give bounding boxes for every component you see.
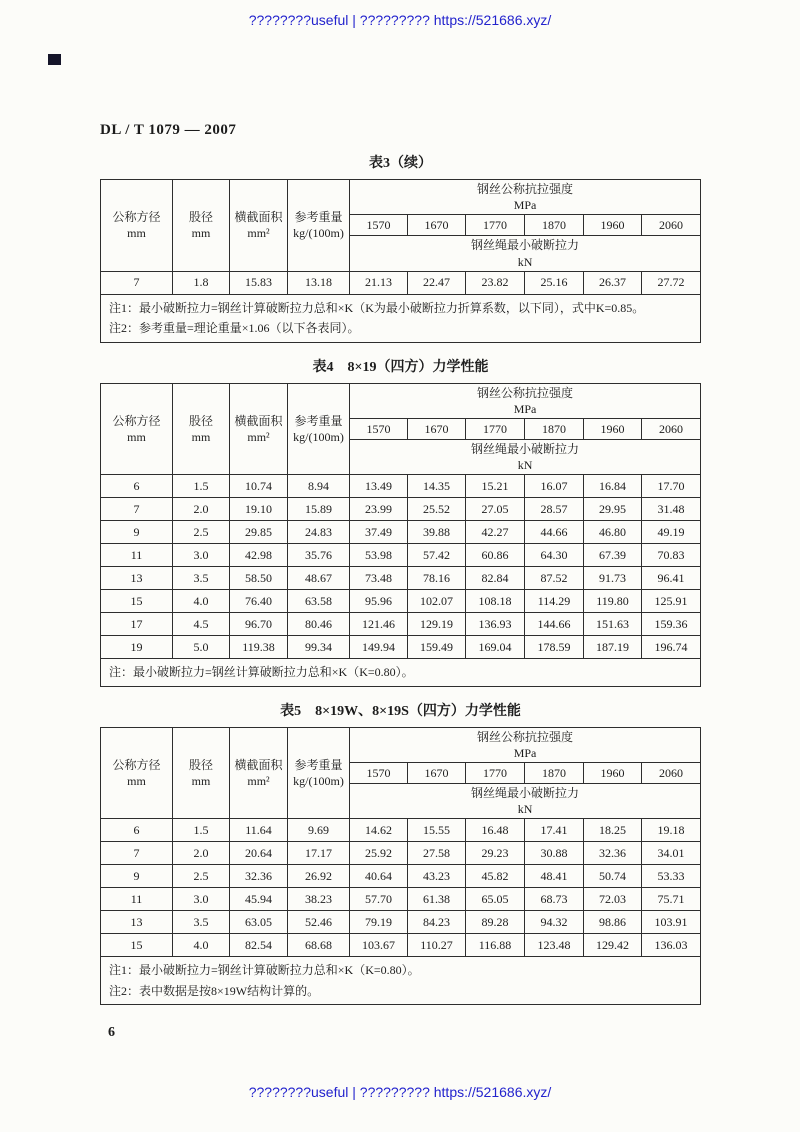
header-strength-grade: 1870 bbox=[525, 418, 584, 439]
data-cell: 53.98 bbox=[350, 544, 408, 567]
table-row bbox=[101, 544, 701, 567]
data-cell: 42.98 bbox=[230, 544, 288, 567]
header-strength-grade: 1870 bbox=[525, 763, 584, 784]
data-cell: 169.04 bbox=[466, 636, 525, 659]
data-cell: 67.39 bbox=[584, 544, 642, 567]
data-cell: 43.23 bbox=[408, 865, 466, 888]
header-reference-weight: 参考重量 kg/(100m) bbox=[288, 727, 350, 819]
data-cell: 149.94 bbox=[350, 636, 408, 659]
data-cell: 65.05 bbox=[466, 888, 525, 911]
header-reference-weight: 参考重量 kg/(100m) bbox=[288, 383, 350, 475]
data-cell: 187.19 bbox=[584, 636, 642, 659]
table5-8x19w-8x19s-mechanical-properties bbox=[100, 727, 701, 1006]
data-cell: 19 bbox=[101, 636, 173, 659]
corner-mark bbox=[48, 54, 61, 65]
data-cell: 6 bbox=[101, 819, 173, 842]
data-cell: 29.95 bbox=[584, 498, 642, 521]
data-cell: 17 bbox=[101, 613, 173, 636]
data-cell: 30.88 bbox=[525, 842, 584, 865]
data-cell: 79.19 bbox=[350, 911, 408, 934]
data-cell: 102.07 bbox=[408, 590, 466, 613]
data-cell: 27.72 bbox=[642, 271, 701, 294]
data-cell: 98.86 bbox=[584, 911, 642, 934]
data-cell: 63.58 bbox=[288, 590, 350, 613]
table-notes: 注1：最小破断拉力=钢丝计算破断拉力总和×K（K为最小破断拉力折算系数，以下同），式中K=0.85。 注2：参考重量=理论重量×1.06（以下各表同）。 bbox=[101, 294, 701, 342]
data-cell: 103.91 bbox=[642, 911, 701, 934]
data-cell: 89.28 bbox=[466, 911, 525, 934]
table-row bbox=[101, 521, 701, 544]
data-cell: 3.5 bbox=[173, 911, 230, 934]
data-cell: 49.19 bbox=[642, 521, 701, 544]
header-min-breaking-force: 钢丝绳最小破断拉力 kN bbox=[350, 439, 701, 474]
table-row bbox=[101, 590, 701, 613]
data-cell: 26.37 bbox=[584, 271, 642, 294]
data-cell: 84.23 bbox=[408, 911, 466, 934]
data-cell: 11.64 bbox=[230, 819, 288, 842]
data-cell: 73.48 bbox=[350, 567, 408, 590]
data-cell: 13.49 bbox=[350, 475, 408, 498]
data-cell: 17.70 bbox=[642, 475, 701, 498]
data-cell: 28.57 bbox=[525, 498, 584, 521]
data-cell: 80.46 bbox=[288, 613, 350, 636]
notes-row bbox=[101, 659, 701, 686]
data-cell: 58.50 bbox=[230, 567, 288, 590]
data-cell: 57.70 bbox=[350, 888, 408, 911]
table-notes: 注1：最小破断拉力=钢丝计算破断拉力总和×K（K=0.80）。 注2：表中数据是按8×19W结构计算的。 bbox=[101, 957, 701, 1005]
data-cell: 108.18 bbox=[466, 590, 525, 613]
data-cell: 91.73 bbox=[584, 567, 642, 590]
data-cell: 11 bbox=[101, 888, 173, 911]
data-cell: 15.89 bbox=[288, 498, 350, 521]
data-cell: 19.18 bbox=[642, 819, 701, 842]
data-cell: 3.5 bbox=[173, 567, 230, 590]
data-cell: 18.25 bbox=[584, 819, 642, 842]
header-strength-grade: 1570 bbox=[350, 763, 408, 784]
data-cell: 45.82 bbox=[466, 865, 525, 888]
data-cell: 2.5 bbox=[173, 521, 230, 544]
header-strength-grade: 2060 bbox=[642, 418, 701, 439]
data-cell: 9.69 bbox=[288, 819, 350, 842]
table-row bbox=[101, 498, 701, 521]
data-cell: 38.23 bbox=[288, 888, 350, 911]
data-cell: 110.27 bbox=[408, 934, 466, 957]
data-cell: 13 bbox=[101, 911, 173, 934]
data-cell: 25.92 bbox=[350, 842, 408, 865]
data-cell: 151.63 bbox=[584, 613, 642, 636]
data-cell: 46.80 bbox=[584, 521, 642, 544]
notes-row bbox=[101, 957, 701, 1005]
data-cell: 23.99 bbox=[350, 498, 408, 521]
data-cell: 26.92 bbox=[288, 865, 350, 888]
header-nominal-tensile-strength: 钢丝公称抗拉强度 MPa bbox=[350, 383, 701, 418]
header-nominal-diameter: 公称方径 mm bbox=[101, 727, 173, 819]
data-cell: 63.05 bbox=[230, 911, 288, 934]
header-nominal-diameter: 公称方径 mm bbox=[101, 180, 173, 272]
data-cell: 3.0 bbox=[173, 544, 230, 567]
data-cell: 119.80 bbox=[584, 590, 642, 613]
data-cell: 39.88 bbox=[408, 521, 466, 544]
data-cell: 50.74 bbox=[584, 865, 642, 888]
table-row bbox=[101, 865, 701, 888]
document-page bbox=[100, 122, 701, 1041]
table3-title: 表3（续） bbox=[369, 156, 432, 171]
data-cell: 31.48 bbox=[642, 498, 701, 521]
data-cell: 10.74 bbox=[230, 475, 288, 498]
data-cell: 94.32 bbox=[525, 911, 584, 934]
header-strength-grade: 1670 bbox=[408, 215, 466, 236]
table-row bbox=[101, 888, 701, 911]
data-cell: 78.16 bbox=[408, 567, 466, 590]
page-number: 6 bbox=[108, 1025, 115, 1041]
data-cell: 7 bbox=[101, 842, 173, 865]
header-strength-grade: 1770 bbox=[466, 418, 525, 439]
header-min-breaking-force: 钢丝绳最小破断拉力 kN bbox=[350, 236, 701, 271]
table4-8x19-mechanical-properties bbox=[100, 383, 701, 687]
data-cell: 16.07 bbox=[525, 475, 584, 498]
data-cell: 60.86 bbox=[466, 544, 525, 567]
header-strand-diameter: 股径 mm bbox=[173, 727, 230, 819]
data-cell: 40.64 bbox=[350, 865, 408, 888]
data-cell: 82.84 bbox=[466, 567, 525, 590]
table-row bbox=[101, 819, 701, 842]
data-cell: 48.41 bbox=[525, 865, 584, 888]
data-cell: 15.55 bbox=[408, 819, 466, 842]
data-cell: 21.13 bbox=[350, 271, 408, 294]
data-cell: 95.96 bbox=[350, 590, 408, 613]
data-cell: 52.46 bbox=[288, 911, 350, 934]
data-cell: 22.47 bbox=[408, 271, 466, 294]
table-row bbox=[101, 271, 701, 294]
data-cell: 87.52 bbox=[525, 567, 584, 590]
data-cell: 4.0 bbox=[173, 934, 230, 957]
header-strength-grade: 1960 bbox=[584, 418, 642, 439]
header-strength-grade: 1870 bbox=[525, 215, 584, 236]
watermark-bottom-link[interactable]: ????????useful | ????????? https://521686.xyz/ bbox=[248, 1084, 552, 1100]
watermark-top-link[interactable]: ????????useful | ????????? https://521686.xyz/ bbox=[248, 12, 552, 28]
data-cell: 35.76 bbox=[288, 544, 350, 567]
table-row bbox=[101, 911, 701, 934]
data-cell: 68.73 bbox=[525, 888, 584, 911]
header-strand-diameter: 股径 mm bbox=[173, 383, 230, 475]
data-cell: 96.70 bbox=[230, 613, 288, 636]
data-cell: 15.83 bbox=[230, 271, 288, 294]
table3-wire-rope-continued bbox=[100, 179, 701, 343]
data-cell: 13 bbox=[101, 567, 173, 590]
header-nominal-diameter: 公称方径 mm bbox=[101, 383, 173, 475]
data-cell: 4.0 bbox=[173, 590, 230, 613]
data-cell: 116.88 bbox=[466, 934, 525, 957]
data-cell: 76.40 bbox=[230, 590, 288, 613]
data-cell: 64.30 bbox=[525, 544, 584, 567]
table4-title: 表4 8×19（四方）力学性能 bbox=[312, 359, 489, 375]
data-cell: 29.23 bbox=[466, 842, 525, 865]
data-cell: 32.36 bbox=[584, 842, 642, 865]
data-cell: 1.5 bbox=[173, 819, 230, 842]
data-cell: 48.67 bbox=[288, 567, 350, 590]
data-cell: 70.83 bbox=[642, 544, 701, 567]
data-cell: 11 bbox=[101, 544, 173, 567]
data-cell: 7 bbox=[101, 498, 173, 521]
data-cell: 42.27 bbox=[466, 521, 525, 544]
table-row bbox=[101, 475, 701, 498]
data-cell: 13.18 bbox=[288, 271, 350, 294]
data-cell: 136.93 bbox=[466, 613, 525, 636]
data-cell: 15.21 bbox=[466, 475, 525, 498]
data-cell: 68.68 bbox=[288, 934, 350, 957]
header-cross-section-area: 横截面积 mm² bbox=[230, 727, 288, 819]
header-strength-grade: 1960 bbox=[584, 763, 642, 784]
data-cell: 15 bbox=[101, 590, 173, 613]
header-strength-grade: 1670 bbox=[408, 763, 466, 784]
data-cell: 53.33 bbox=[642, 865, 701, 888]
standard-number: DL / T 1079 — 2007 bbox=[100, 122, 237, 138]
header-strength-grade: 2060 bbox=[642, 763, 701, 784]
data-cell: 34.01 bbox=[642, 842, 701, 865]
data-cell: 103.67 bbox=[350, 934, 408, 957]
table-row bbox=[101, 934, 701, 957]
data-cell: 32.36 bbox=[230, 865, 288, 888]
header-nominal-tensile-strength: 钢丝公称抗拉强度 MPa bbox=[350, 727, 701, 762]
data-cell: 129.42 bbox=[584, 934, 642, 957]
notes-row bbox=[101, 294, 701, 342]
data-cell: 6 bbox=[101, 475, 173, 498]
data-cell: 72.03 bbox=[584, 888, 642, 911]
data-cell: 25.16 bbox=[525, 271, 584, 294]
data-cell: 14.35 bbox=[408, 475, 466, 498]
data-cell: 159.36 bbox=[642, 613, 701, 636]
data-cell: 9 bbox=[101, 521, 173, 544]
data-cell: 82.54 bbox=[230, 934, 288, 957]
header-strand-diameter: 股径 mm bbox=[173, 180, 230, 272]
data-cell: 16.48 bbox=[466, 819, 525, 842]
data-cell: 14.62 bbox=[350, 819, 408, 842]
data-cell: 159.49 bbox=[408, 636, 466, 659]
header-strength-grade: 1670 bbox=[408, 418, 466, 439]
data-cell: 29.85 bbox=[230, 521, 288, 544]
data-cell: 9 bbox=[101, 865, 173, 888]
data-cell: 123.48 bbox=[525, 934, 584, 957]
header-reference-weight: 参考重量 kg/(100m) bbox=[288, 180, 350, 272]
table5-title: 表5 8×19W、8×19S（四方）力学性能 bbox=[280, 703, 521, 719]
data-cell: 121.46 bbox=[350, 613, 408, 636]
data-cell: 4.5 bbox=[173, 613, 230, 636]
data-cell: 1.8 bbox=[173, 271, 230, 294]
data-cell: 2.0 bbox=[173, 842, 230, 865]
data-cell: 15 bbox=[101, 934, 173, 957]
data-cell: 8.94 bbox=[288, 475, 350, 498]
data-cell: 37.49 bbox=[350, 521, 408, 544]
table-row bbox=[101, 613, 701, 636]
data-cell: 57.42 bbox=[408, 544, 466, 567]
header-min-breaking-force: 钢丝绳最小破断拉力 kN bbox=[350, 784, 701, 819]
header-strength-grade: 1570 bbox=[350, 418, 408, 439]
data-cell: 5.0 bbox=[173, 636, 230, 659]
data-cell: 119.38 bbox=[230, 636, 288, 659]
data-cell: 25.52 bbox=[408, 498, 466, 521]
data-cell: 17.17 bbox=[288, 842, 350, 865]
data-cell: 45.94 bbox=[230, 888, 288, 911]
data-cell: 44.66 bbox=[525, 521, 584, 544]
data-cell: 196.74 bbox=[642, 636, 701, 659]
data-cell: 61.38 bbox=[408, 888, 466, 911]
table-notes: 注：最小破断拉力=钢丝计算破断拉力总和×K（K=0.80）。 bbox=[101, 659, 701, 686]
data-cell: 16.84 bbox=[584, 475, 642, 498]
header-strength-grade: 1570 bbox=[350, 215, 408, 236]
data-cell: 17.41 bbox=[525, 819, 584, 842]
data-cell: 2.5 bbox=[173, 865, 230, 888]
data-cell: 144.66 bbox=[525, 613, 584, 636]
header-cross-section-area: 横截面积 mm² bbox=[230, 180, 288, 272]
data-cell: 129.19 bbox=[408, 613, 466, 636]
data-cell: 2.0 bbox=[173, 498, 230, 521]
table-row bbox=[101, 567, 701, 590]
data-cell: 136.03 bbox=[642, 934, 701, 957]
data-cell: 114.29 bbox=[525, 590, 584, 613]
data-cell: 3.0 bbox=[173, 888, 230, 911]
data-cell: 24.83 bbox=[288, 521, 350, 544]
data-cell: 1.5 bbox=[173, 475, 230, 498]
data-cell: 178.59 bbox=[525, 636, 584, 659]
data-cell: 99.34 bbox=[288, 636, 350, 659]
data-cell: 75.71 bbox=[642, 888, 701, 911]
data-cell: 19.10 bbox=[230, 498, 288, 521]
data-cell: 20.64 bbox=[230, 842, 288, 865]
data-cell: 7 bbox=[101, 271, 173, 294]
data-cell: 27.05 bbox=[466, 498, 525, 521]
table-row bbox=[101, 842, 701, 865]
data-cell: 23.82 bbox=[466, 271, 525, 294]
table-row bbox=[101, 636, 701, 659]
header-strength-grade: 1770 bbox=[466, 215, 525, 236]
header-strength-grade: 1960 bbox=[584, 215, 642, 236]
header-nominal-tensile-strength: 钢丝公称抗拉强度 MPa bbox=[350, 180, 701, 215]
data-cell: 96.41 bbox=[642, 567, 701, 590]
header-strength-grade: 1770 bbox=[466, 763, 525, 784]
data-cell: 27.58 bbox=[408, 842, 466, 865]
data-cell: 125.91 bbox=[642, 590, 701, 613]
header-cross-section-area: 横截面积 mm² bbox=[230, 383, 288, 475]
header-strength-grade: 2060 bbox=[642, 215, 701, 236]
